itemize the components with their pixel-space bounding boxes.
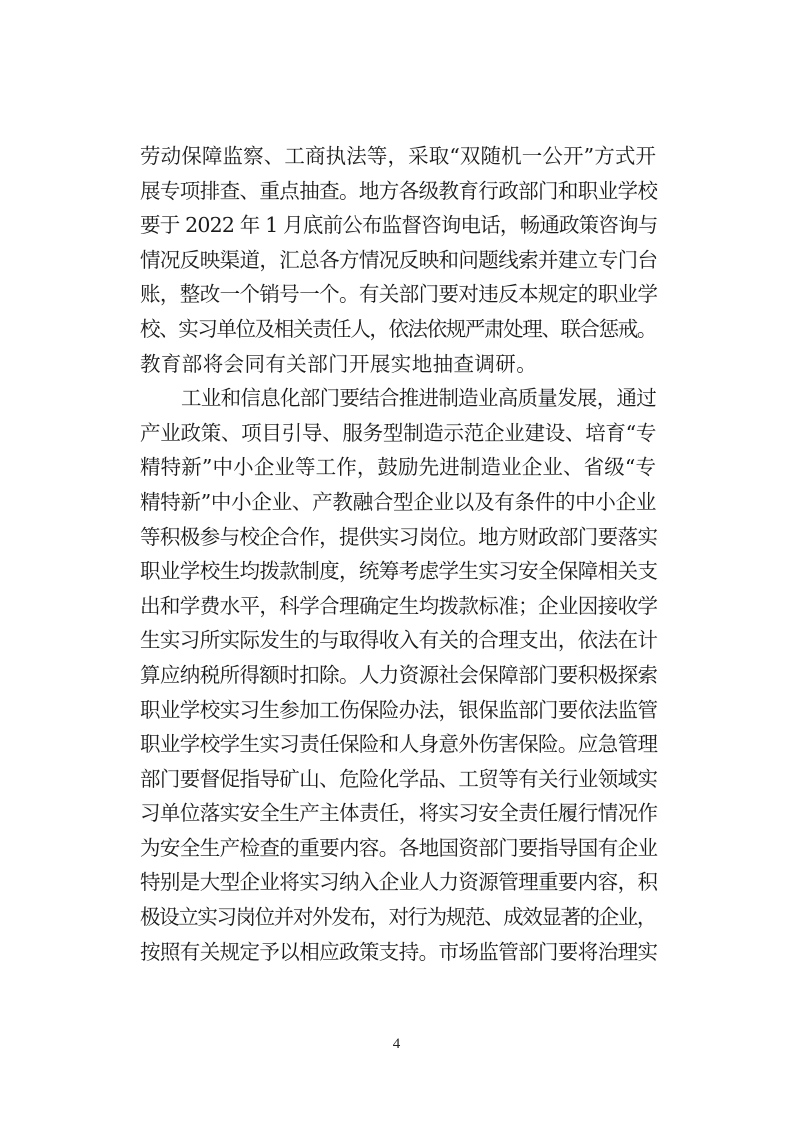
paragraph-2 (140, 381, 656, 969)
text-line: 算应纳税所得额时扣除。人力资源社会保障部门要积极探索 (140, 662, 658, 687)
paragraph-1 (140, 139, 656, 381)
text-line: 教育部将会同有关部门开展实地抽查调研。 (140, 351, 538, 376)
text-line: 校、实习单位及相关责任人，依法依规严肃处理、联合惩戒。 (140, 316, 656, 341)
text-line: 精特新”中小企业等工作，鼓励先进制造业企业、省级“专 (140, 455, 656, 480)
text-line: 部门要督促指导矿山、危险化学品、工贸等有关行业领域实 (140, 766, 658, 791)
text-line: 劳动保障监察、工商执法等，采取“双随机一公开”方式开 (140, 144, 656, 168)
text-line: 展专项排查、重点抽查。地方各级教育行政部门和职业学校 (140, 178, 658, 203)
text-line: 情况反映渠道，汇总各方情况反映和问题线索并建立专门台 (140, 247, 658, 272)
text-line: 产业政策、项目引导、服务型制造示范企业建设、培育“专 (140, 420, 656, 445)
text-line: 账，整改一个销号一个。有关部门要对违反本规定的职业学 (140, 282, 658, 307)
text-line: 工业和信息化部门要结合推进制造业高质量发展，通过 (181, 386, 656, 411)
text-line: 要于 2022 年 1 月底前公布监督咨询电话，畅通政策咨询与 (140, 213, 658, 238)
text-line: 生实习所实际发生的与取得收入有关的合理支出，依法在计 (140, 628, 658, 653)
text-line: 按照有关规定予以相应政策支持。市场监管部门要将治理实 (140, 939, 658, 964)
document-body (140, 139, 656, 969)
text-line: 职业学校学生实习责任保险和人身意外伤害保险。应急管理 (140, 732, 658, 757)
text-line: 出和学费水平，科学合理确定生均拨款标准；企业因接收学 (140, 593, 658, 618)
text-line: 为安全生产检查的重要内容。各地国资部门要指导国有企业 (140, 835, 658, 860)
text-line: 习单位落实安全生产主体责任，将实习安全责任履行情况作 (140, 801, 658, 826)
text-line: 职业学校生均拨款制度，统筹考虑学生实习安全保障相关支 (140, 559, 658, 584)
text-line: 等积极参与校企合作，提供实习岗位。地方财政部门要落实 (140, 524, 658, 549)
text-line: 极设立实习岗位并对外发布，对行为规范、成效显著的企业， (140, 905, 656, 930)
text-line: 精特新”中小企业、产教融合型企业以及有条件的中小企业 (140, 489, 656, 514)
text-line: 职业学校实习生参加工伤保险办法，银保监部门要依法监管 (140, 697, 658, 722)
text-line: 特别是大型企业将实习纳入企业人力资源管理重要内容，积 (140, 870, 658, 895)
page-number: 4 (392, 1036, 401, 1052)
